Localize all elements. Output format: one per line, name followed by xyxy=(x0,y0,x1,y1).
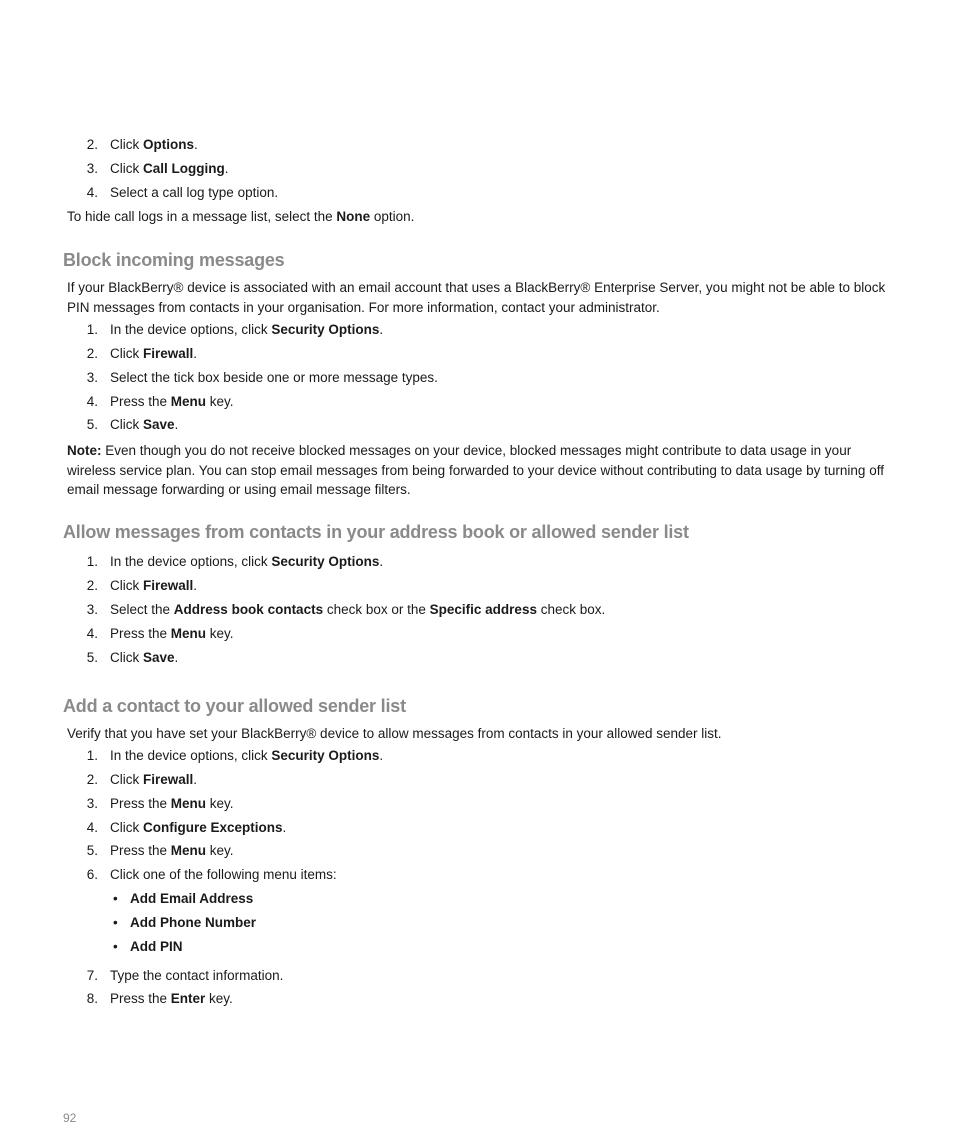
block-paragraph: If your BlackBerry® device is associated with an email account that uses a BlackBerry® Enterprise Server, you might not be able to block PIN messages from contacts in your organisation. For more information, contact your administrator. xyxy=(67,280,886,315)
section-heading-allow: Allow messages from contacts in your address book or allowed sender list xyxy=(63,522,689,542)
block-note: Note: Even though you do not receive blocked messages on your device, blocked messages might contribute to data usage in your wireless service plan. You can stop email messages from being forwarded to your device without contributing to data usage by turning off email message forwarding or using email message filters. xyxy=(67,443,884,497)
bullet-icon: • xyxy=(113,915,118,930)
intro-note: To hide call logs in a message list, select the None option. xyxy=(67,209,415,224)
section-heading-block: Block incoming messages xyxy=(63,250,285,270)
add-paragraph: Verify that you have set your BlackBerry® device to allow messages from contacts in your allowed sender list. xyxy=(67,726,722,741)
bullet-icon: • xyxy=(113,891,118,906)
bullet-icon: • xyxy=(113,939,118,954)
section-heading-add: Add a contact to your allowed sender list xyxy=(63,696,406,716)
page-number: 92 xyxy=(63,1111,77,1125)
